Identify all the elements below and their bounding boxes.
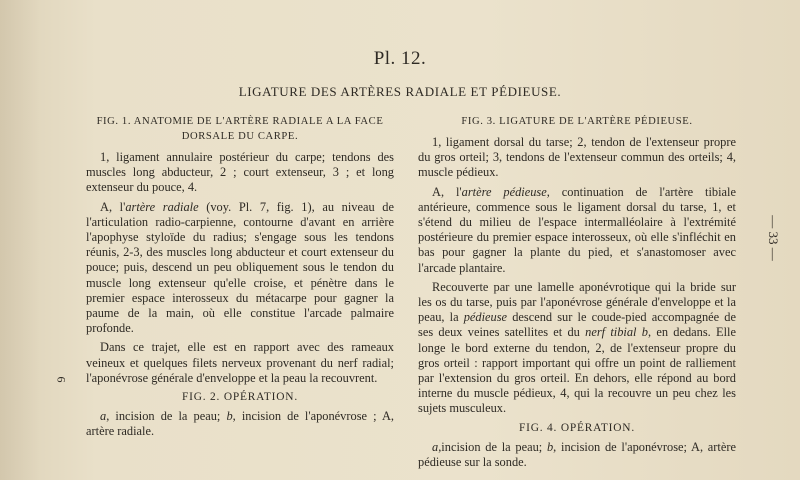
page-number: — 33 —	[765, 215, 781, 261]
radial-artery-description: A, l'artère radiale (voy. Pl. 7, fig. 1), au niveau de l'articulation radio-carpienne, contourne d'avant en arrière l'apophyse styloïde du radius; s'engage sous les tendons réunis, 2-3, des muscles long abducteur et court extenseur du pouce; puis, descend un peu obliquement sous le tendon du muscle long extenseur qu'elle croise, et pénètre dans le premier espace interosseux du métacarpe pour gagner la paume de la main, où elle constitue l'arcade palmaire profonde.	[86, 199, 394, 336]
fig1-legend: 1, ligament annulaire postérieur du carpe; tendons des muscles long abducteur, 2 ; court extenseur, 3 ; et long extenseur du pouce, 4.	[86, 150, 394, 195]
main-heading: LIGATURE DES ARTÈRES RADIALE ET PÉDIEUSE.	[238, 84, 562, 99]
fig3-legend: 1, ligament dorsal du tarse; 2, tendon de l'extenseur propre du gros orteil; 3, tendons de l'extenseur commun des orteils; 4, muscle pédieux.	[418, 135, 736, 180]
radial-artery-relations: Dans ce trajet, elle est en rapport avec des rameaux veineux et quelques filets nerveux provenant du nerf radial; l'aponévrose générale d'enveloppe et la peau la recouvrent.	[86, 340, 394, 385]
page-fold-shadow	[0, 0, 40, 480]
pedal-artery-relations: Recouverte par une lamelle aponévrotique qui la bride sur les os du tarse, puis par l'aponévrose générale d'enveloppe et la peau, la pédieuse descend sur le coude-pied accompagnée de ses deux veines satellites et du nerf tibial b, en dedans. Elle longe le bord externe du tendon, 2, de l'extenseur propre du gros orteil : rapport important qui offre un point de ralliement par l'extension du gros orteil. En dehors, elle répond au bord interne du muscle pédieux, 4, qui la recouvre un peu chez les sujets musculeux.	[418, 279, 737, 416]
fig1-heading: FIG. 1. ANATOMIE DE L'ARTÈRE RADIALE A LA FACE DORSALE DU CARPE.	[96, 116, 384, 142]
fig4-heading: FIG. 4. OPÉRATION.	[519, 421, 635, 434]
fig2-legend: a, incision de la peau; b, incision de l'aponévrose ; A, artère radiale.	[86, 409, 394, 439]
fig4-legend: a,incision de la peau; b, incision de l'aponévrose; A, artère pédieuse sur la sonde.	[418, 439, 736, 470]
left-column	[86, 114, 394, 444]
plate-title: Pl. 12.	[373, 48, 427, 69]
fig2-heading: FIG. 2. OPÉRATION.	[182, 391, 298, 404]
pedal-artery-description: A, l'artère pédieuse, continuation de l'artère tibiale antérieure, commence sous le ligament dorsal du tarse, 1, et s'étend du milieu de l'espace intermalléolaire à l'extrémité postérieure du premier espace interosseux, où elle s'infléchit en bas pour gagner la plante du pied, et s'anastomoser avec l'arcade plantaire.	[418, 184, 736, 275]
fig3-heading: FIG. 3. LIGATURE DE L'ARTÈRE PÉDIEUSE.	[461, 116, 693, 127]
right-column	[418, 114, 736, 474]
signature-mark: 6	[54, 376, 69, 383]
